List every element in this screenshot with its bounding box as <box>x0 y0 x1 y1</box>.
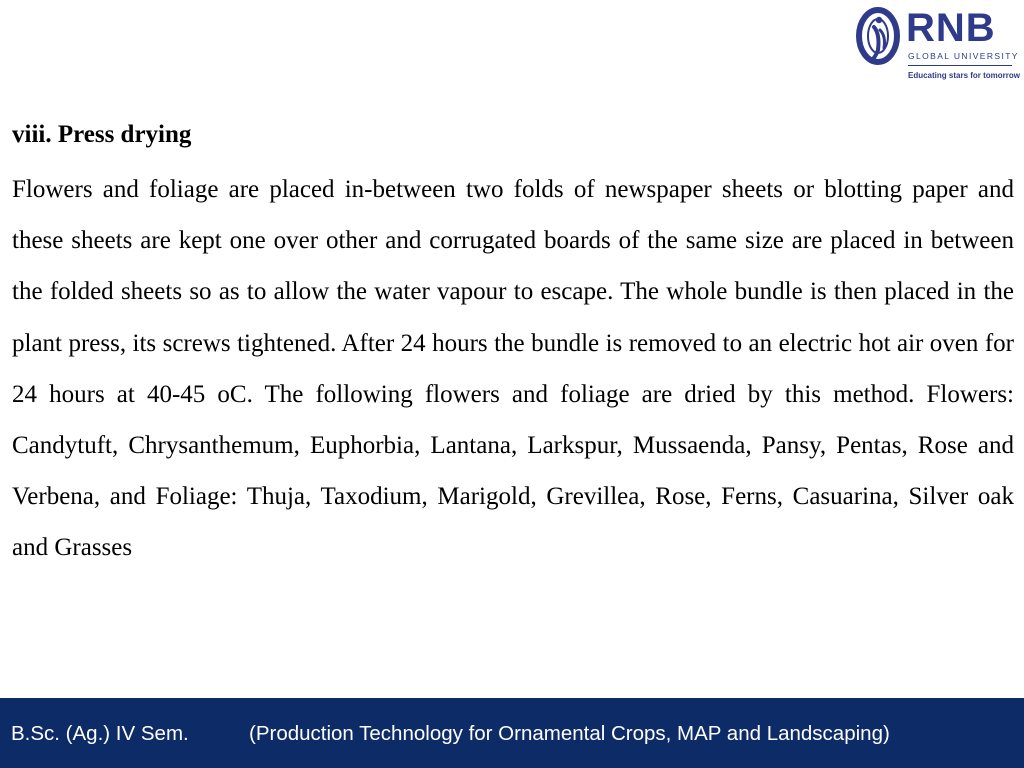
footer-bar <box>0 698 1024 768</box>
footer-course: B.Sc. (Ag.) IV Sem. <box>11 722 189 745</box>
logo-emblem-icon <box>856 6 904 68</box>
university-logo <box>856 6 1021 86</box>
section-heading: viii. Press drying <box>12 121 192 148</box>
footer-subject: (Production Technology for Ornamental Crops, MAP and Landscaping) <box>249 722 890 745</box>
section-body: Flowers and foliage are placed in-between two folds of newspaper sheets or blotting paper and these sheets are kept one over other and corrugated boards of the same size are placed in between the folded sheets so as to allow the water vapour to escape. The whole bundle is then placed in the plant press, its screws tightened. After 24 hours the bundle is removed to an electric hot air oven for 24 hours at 40-45 oC. The following flowers and foliage are dried by this method. Flowers: Candytuft, Chrysanthemum, Euphorbia, Lantana, Larkspur, Mussaenda, Pansy, Pentas, Rose and Verbena, and Foliage: Thuja, Taxodium, Marigold, Grevillea, Rose, Ferns, Casuarina, Silver oak and Grasses <box>12 176 1014 562</box>
logo-divider <box>908 65 1012 66</box>
slide-content <box>12 116 1014 574</box>
logo-subtitle: GLOBAL UNIVERSITY <box>908 51 1019 61</box>
logo-wordmark: RNB <box>906 6 996 50</box>
logo-tagline: Educating stars for tomorrow <box>908 71 1021 80</box>
